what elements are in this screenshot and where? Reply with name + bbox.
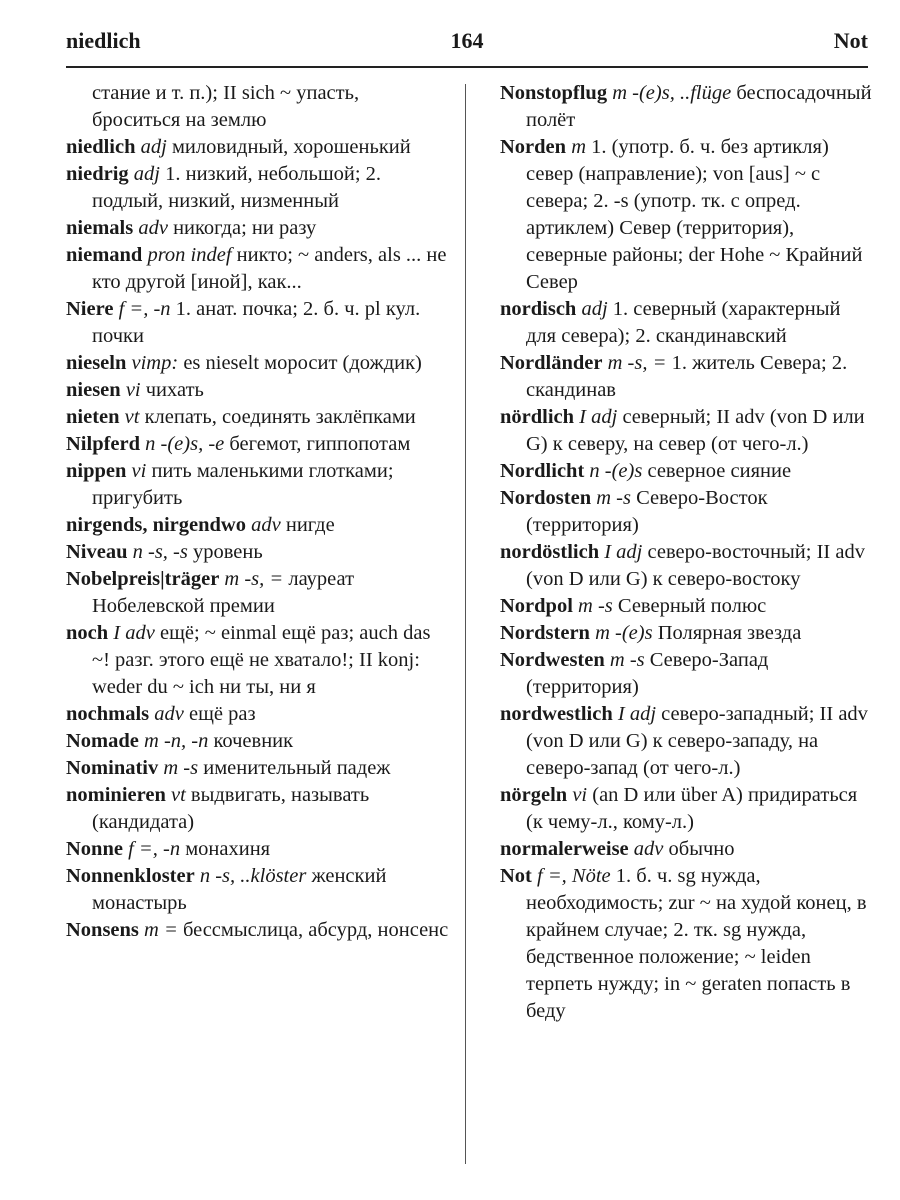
grammar-label: f =, -n <box>118 298 171 320</box>
grammar-label: m -s, = <box>607 352 667 374</box>
headword: Nobelpreis|träger <box>66 568 220 590</box>
dictionary-entry <box>500 350 872 404</box>
grammar-label: pron indef <box>147 244 232 266</box>
grammar-label: adv <box>154 703 184 725</box>
grammar-label: adj <box>133 163 160 185</box>
grammar-label: m -s <box>609 649 645 671</box>
dictionary-entry <box>500 404 872 458</box>
grammar-label: m -s <box>596 487 631 509</box>
headword: Nordstern <box>500 622 590 644</box>
grammar-label: vi <box>125 379 141 401</box>
definition: клепать, соединять заклёпками <box>144 406 416 428</box>
headword: nordisch <box>500 298 577 320</box>
dictionary-entry <box>66 458 451 512</box>
headword: normalerweise <box>500 838 629 860</box>
page-header <box>66 28 868 62</box>
grammar-label: adv <box>251 514 281 536</box>
dictionary-entry <box>500 701 872 782</box>
guide-word-left: niedlich <box>66 28 141 53</box>
grammar-label: adv <box>138 217 168 239</box>
grammar-label: I adj <box>617 703 657 725</box>
headword: Nomade <box>66 730 139 752</box>
guide-word-right: Not <box>833 28 868 53</box>
grammar-label: m -s <box>163 757 199 779</box>
headword: nominieren <box>66 784 166 806</box>
headword: nochmals <box>66 703 150 725</box>
dictionary-entry <box>500 134 872 296</box>
dictionary-entry <box>500 782 872 836</box>
headword: niedrig <box>66 163 129 185</box>
definition: бегемот, гиппопотам <box>229 433 411 455</box>
definition: чихать <box>145 379 204 401</box>
dictionary-entry <box>500 485 872 539</box>
definition: никогда; ни разу <box>173 217 317 239</box>
dictionary-entry <box>66 863 451 917</box>
grammar-label: m = <box>144 919 178 941</box>
grammar-label: vt <box>124 406 140 428</box>
dictionary-entry <box>66 917 451 944</box>
dictionary-entry <box>66 377 451 404</box>
definition: северное сияние <box>647 460 792 482</box>
headword: Nordlicht <box>500 460 585 482</box>
dictionary-entry <box>66 701 451 728</box>
headword: niemals <box>66 217 134 239</box>
definition: ещё; ~ einmal ещё раз; auch das ~! разг. этого ещё не хватало!; II konj: weder du ~ ich ни ты, ни я <box>92 622 431 698</box>
headword: nieseln <box>66 352 127 374</box>
definition: 1. житель Севера; 2. скандинав <box>526 352 848 401</box>
definition: стание и т. п.); II sich ~ упасть, броситься на землю <box>92 82 360 131</box>
grammar-label: m <box>571 136 586 158</box>
headword: nördlich <box>500 406 575 428</box>
headword: Nonnenkloster <box>66 865 195 887</box>
definition: выдвигать, называть (кандидата) <box>92 784 370 833</box>
grammar-label: n -s, -s <box>132 541 188 563</box>
header-rule <box>66 66 868 68</box>
dictionary-entry <box>500 620 872 647</box>
grammar-label: adv <box>633 838 664 860</box>
dictionary-entry <box>66 566 451 620</box>
headword: niedlich <box>66 136 136 158</box>
headword: nirgends, nirgendwo <box>66 514 246 536</box>
dictionary-entry <box>66 431 451 458</box>
dictionary-entry <box>66 242 451 296</box>
grammar-label: vi <box>131 460 147 482</box>
headword: Nilpferd <box>66 433 141 455</box>
definition: 1. северный (характерный для севера); 2. скандинавский <box>526 298 841 347</box>
headword: nippen <box>66 460 127 482</box>
headword: nordwestlich <box>500 703 613 725</box>
headword: Nonsens <box>66 919 139 941</box>
dictionary-entry <box>66 80 451 134</box>
definition: нигде <box>285 514 335 536</box>
definition: 1. анат. почка; 2. б. ч. pl кул. почки <box>92 298 421 347</box>
dictionary-entry <box>66 134 451 161</box>
headword: nörgeln <box>500 784 568 806</box>
headword: Niveau <box>66 541 128 563</box>
headword: Nordosten <box>500 487 592 509</box>
headword: Nordländer <box>500 352 603 374</box>
left-column <box>66 80 451 944</box>
definition: 1. (употр. б. ч. без артикля) север (направление); von [aus] ~ с севера; 2. -s (употр. тк. с опред. артиклем) Север (территория), северные районы; der Hohe ~ Крайний Север <box>526 136 863 293</box>
dictionary-entry <box>66 782 451 836</box>
definition: ещё раз <box>189 703 256 725</box>
grammar-label: f =, -n <box>128 838 181 860</box>
definition: (an D или über A) придираться (к чему-л., кому-л.) <box>526 784 858 833</box>
definition: монахиня <box>185 838 271 860</box>
headword: niemand <box>66 244 143 266</box>
dictionary-entry <box>66 620 451 701</box>
definition: северо-восточный; II adv (von D или G) к северо-востоку <box>526 541 865 590</box>
definition: женский монастырь <box>92 865 387 914</box>
dictionary-entry <box>66 539 451 566</box>
grammar-label: I adj <box>579 406 618 428</box>
dictionary-entry <box>500 836 872 863</box>
grammar-label: I adv <box>113 622 155 644</box>
headword: Norden <box>500 136 567 158</box>
definition: миловидный, хорошенький <box>171 136 411 158</box>
grammar-label: vi <box>572 784 588 806</box>
grammar-label: f =, Nöte <box>537 865 611 887</box>
dictionary-entry <box>66 512 451 539</box>
headword: Nominativ <box>66 757 159 779</box>
headword: noch <box>66 622 109 644</box>
headword: nordöstlich <box>500 541 600 563</box>
headword: Niere <box>66 298 114 320</box>
dictionary-entry <box>500 647 872 701</box>
headword: Nonstopflug <box>500 82 608 104</box>
dictionary-entry <box>500 593 872 620</box>
dictionary-entry <box>66 404 451 431</box>
dictionary-entry <box>66 215 451 242</box>
definition: никто; ~ anders, als ... не кто другой [иной], как... <box>92 244 447 293</box>
grammar-label: m -s <box>578 595 613 617</box>
grammar-label: m -s, = <box>224 568 284 590</box>
definition: Северный полюс <box>617 595 767 617</box>
definition: именительный падеж <box>203 757 391 779</box>
headword: niesen <box>66 379 121 401</box>
definition: беспосадочный полёт <box>526 82 872 131</box>
definition: 1. низкий, небольшой; 2. подлый, низкий, низменный <box>92 163 382 212</box>
grammar-label: vimp: <box>131 352 179 374</box>
definition: северный; II adv (von D или G) к северу, на север (от чего-л.) <box>526 406 865 455</box>
dictionary-entry <box>500 296 872 350</box>
grammar-label: vt <box>170 784 186 806</box>
definition: северо-западный; II adv (von D или G) к северо-западу, на северо-запад (от чего-л.) <box>526 703 868 779</box>
headword: nieten <box>66 406 120 428</box>
headword: Nordpol <box>500 595 573 617</box>
grammar-label: m -(e)s, ..flüge <box>612 82 732 104</box>
definition: бессмыслица, абсурд, нонсенс <box>182 919 449 941</box>
headword: Nordwesten <box>500 649 605 671</box>
right-column <box>500 80 872 1025</box>
grammar-label: I adj <box>604 541 643 563</box>
dictionary-entry <box>500 863 872 1025</box>
dictionary-entry <box>500 80 872 134</box>
definition: обычно <box>668 838 735 860</box>
dictionary-entry <box>500 458 872 485</box>
grammar-label: m -(e)s <box>595 622 653 644</box>
grammar-label: m -n, -n <box>144 730 209 752</box>
dictionary-entry <box>66 350 451 377</box>
definition: es nieselt моросит (дождик) <box>183 352 422 374</box>
definition: 1. б. ч. sg нужда, необходимость; zur ~ на худой конец, в крайнем случае; 2. тк. sg нужда, бедственное положение; ~ leiden терпеть нужду; in ~ geraten попасть в беду <box>526 865 867 1022</box>
headword: Not <box>500 865 532 887</box>
column-divider <box>465 84 466 1164</box>
definition: лауреат Нобелевской премии <box>92 568 355 617</box>
page-number: 164 <box>450 28 484 53</box>
dictionary-entry <box>500 539 872 593</box>
grammar-label: adj <box>140 136 167 158</box>
dictionary-entry <box>66 161 451 215</box>
definition: уровень <box>192 541 263 563</box>
headword: Nonne <box>66 838 123 860</box>
definition: Полярная звезда <box>657 622 802 644</box>
dictionary-entry <box>66 836 451 863</box>
dictionary-entry <box>66 755 451 782</box>
dictionary-entry <box>66 296 451 350</box>
definition: Северо-Запад (территория) <box>526 649 769 698</box>
definition: Северо-Восток (территория) <box>526 487 768 536</box>
grammar-label: adj <box>581 298 608 320</box>
dictionary-entry <box>66 728 451 755</box>
definition: пить маленькими глотками; пригубить <box>92 460 394 509</box>
grammar-label: n -s, ..klöster <box>199 865 307 887</box>
grammar-label: n -(e)s, -e <box>145 433 225 455</box>
grammar-label: n -(e)s <box>589 460 643 482</box>
definition: кочевник <box>213 730 294 752</box>
